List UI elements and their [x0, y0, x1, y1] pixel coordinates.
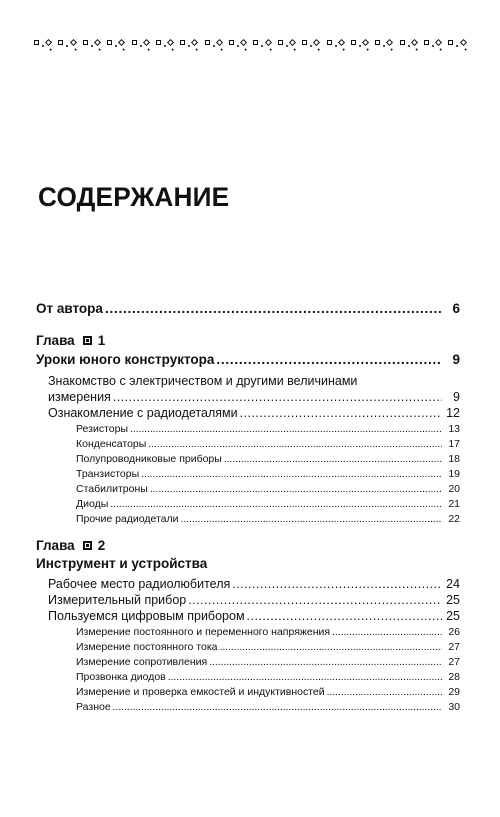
- ornament-glyph: [313, 38, 320, 45]
- dot-leader: [240, 406, 442, 420]
- toc-page-number: 18: [448, 453, 460, 465]
- toc-entry-misc[interactable]: [76, 701, 460, 713]
- ornament-glyph: [70, 38, 77, 45]
- chapter-1-heading: [36, 333, 105, 348]
- ornament-glyph: [180, 40, 185, 45]
- toc-entry-electricity-line2[interactable]: [48, 390, 460, 404]
- toc-page-number: 22: [448, 513, 460, 525]
- ornament-glyph: [34, 40, 39, 45]
- dot-leader: [141, 468, 442, 480]
- ornament-glyph: [216, 38, 223, 45]
- toc-page-number: 29: [448, 686, 460, 698]
- ornament-glyph: [302, 40, 307, 45]
- ornament-glyph: [229, 40, 234, 45]
- ornament-glyph: [156, 40, 161, 45]
- ornament-glyph: [143, 38, 150, 45]
- dot-leader: [220, 641, 443, 653]
- ornament-glyph: [240, 38, 247, 45]
- toc-entry-author[interactable]: [36, 301, 460, 316]
- ornament-glyph: [265, 38, 272, 45]
- dot-leader: [327, 686, 442, 698]
- toc-entry-label: Ознакомление с радиодеталями: [48, 406, 238, 420]
- toc-entry-label: Измерение постоянного и переменного напряжения: [76, 626, 331, 638]
- toc-entry-label: Стабилитроны: [76, 483, 148, 495]
- ornament-glyph: [94, 38, 101, 45]
- chapter-number: 1: [97, 333, 106, 348]
- toc-entry-label: Прочие радиодетали: [76, 513, 179, 525]
- dot-leader: [113, 701, 442, 713]
- toc-entry-label: Разное: [76, 701, 111, 713]
- toc-page-number: 20: [448, 483, 460, 495]
- ornament-glyph: [107, 40, 112, 45]
- toc-entry-transistors[interactable]: [76, 468, 460, 480]
- toc-entry-current-measurement[interactable]: [76, 641, 460, 653]
- toc-entry-label: Диоды: [76, 498, 109, 510]
- toc-entry-diodes[interactable]: [76, 498, 460, 510]
- chapter-number: 2: [97, 538, 106, 553]
- toc-entry-semiconductors[interactable]: [76, 453, 460, 465]
- ornament-glyph: [132, 40, 137, 45]
- toc-entry-capacitors[interactable]: [76, 438, 460, 450]
- ornament-glyph: [118, 38, 125, 45]
- toc-entry-diode-testing[interactable]: [76, 671, 460, 683]
- dot-leader: [168, 671, 442, 683]
- toc-entry-zener-diodes[interactable]: [76, 483, 460, 495]
- dot-leader: [148, 438, 442, 450]
- toc-page-number: 26: [448, 626, 460, 638]
- ornament-glyph: [338, 38, 345, 45]
- ornament-glyph: [327, 40, 332, 45]
- toc-page-number: 25: [446, 609, 460, 623]
- dot-leader: [209, 656, 442, 668]
- toc-page-number: 19: [448, 468, 460, 480]
- toc-entry-label: Измерение постоянного тока: [76, 641, 218, 653]
- toc-page-number: 27: [448, 656, 460, 668]
- toc-entry-label: Транзисторы: [76, 468, 140, 480]
- dot-leader: [188, 593, 442, 607]
- dot-leader: [332, 626, 442, 638]
- toc-entry-other-parts[interactable]: [76, 513, 460, 525]
- toc-page-number: 27: [448, 641, 460, 653]
- ornament-glyph: [362, 38, 369, 45]
- ornament-glyph: [460, 38, 467, 45]
- toc-page-number: 9: [453, 390, 460, 404]
- ornament-glyph: [45, 38, 52, 45]
- toc-entry-label: Знакомство с электричеством и другими величинами: [48, 374, 358, 388]
- toc-entry-label: Измерение и проверка емкостей и индуктивностей: [76, 686, 325, 698]
- toc-page-number: 9: [452, 352, 460, 367]
- toc-entry-label: измерения: [48, 390, 111, 404]
- ornament-glyph: [386, 38, 393, 45]
- toc-entry-chapter-1[interactable]: [36, 352, 460, 367]
- page-title: СОДЕРЖАНИЕ: [38, 182, 230, 212]
- ornament-glyph: [375, 40, 380, 45]
- ornament-glyph: [58, 40, 63, 45]
- toc-entry-label: Измерительный прибор: [48, 593, 187, 607]
- dot-leader: [247, 609, 442, 623]
- toc-entry-label: Измерение сопротивления: [76, 656, 208, 668]
- ornament-glyph: [253, 40, 258, 45]
- ornament-glyph: [435, 38, 442, 45]
- toc-entry-label: Конденсаторы: [76, 438, 147, 450]
- square-bullet-icon: [83, 541, 92, 550]
- toc-entry-digital-device[interactable]: [48, 609, 460, 623]
- toc-entry-label: Резисторы: [76, 423, 128, 435]
- ornament-glyph: [448, 40, 453, 45]
- toc-entry-label: Пользуемся цифровым прибором: [48, 609, 245, 623]
- toc-entry-workplace[interactable]: [48, 577, 460, 591]
- toc-page-number: 30: [448, 701, 460, 713]
- toc-entry-label: Рабочее место радиолюбителя: [48, 577, 231, 591]
- dot-leader: [150, 483, 442, 495]
- toc-entry-label: Прозвонка диодов: [76, 671, 166, 683]
- dot-leader: [232, 577, 442, 591]
- toc-entry-measuring-device[interactable]: [48, 593, 460, 607]
- ornament-glyph: [351, 40, 356, 45]
- toc-entry-resistors[interactable]: [76, 423, 460, 435]
- dot-leader: [181, 513, 442, 525]
- chapter-2-heading: [36, 538, 105, 553]
- toc-entry-capacitance-inductance[interactable]: [76, 686, 460, 698]
- toc-page-number: 24: [446, 577, 460, 591]
- toc-entry-radio-parts[interactable]: [48, 406, 460, 420]
- ornament-glyph: [289, 38, 296, 45]
- ornament-glyph: [411, 38, 418, 45]
- dot-leader: [113, 390, 442, 404]
- square-bullet-icon: [83, 336, 92, 345]
- ornament-glyph: [278, 40, 283, 45]
- toc-page-number: 21: [448, 498, 460, 510]
- ornament-glyph: [400, 40, 405, 45]
- ornament-glyph: [167, 38, 174, 45]
- toc-entry-label: Уроки юного конструктора: [36, 352, 215, 367]
- toc-entry-resistance-measurement[interactable]: [76, 656, 460, 668]
- toc-entry-voltage-measurement[interactable]: [76, 626, 460, 638]
- toc-page-number: 17: [448, 438, 460, 450]
- ornament-glyph: [191, 38, 198, 45]
- toc-page-number: 12: [446, 406, 460, 420]
- ornament-glyph: [205, 40, 210, 45]
- toc-entry-electricity-line1[interactable]: [48, 374, 460, 388]
- chapter-label: Глава: [36, 538, 75, 553]
- ornament-glyph: [83, 40, 88, 45]
- dot-leader: [130, 423, 442, 435]
- dot-leader: [216, 352, 442, 367]
- top-ornament-border: [34, 37, 466, 47]
- toc-entry-label: Полупроводниковые приборы: [76, 453, 222, 465]
- dot-leader: [105, 301, 442, 316]
- dot-leader: [224, 453, 442, 465]
- toc-page-number: 28: [448, 671, 460, 683]
- dot-leader: [110, 498, 442, 510]
- toc-entry-chapter-2[interactable]: Инструмент и устройства: [36, 556, 208, 571]
- ornament-glyph: [424, 40, 429, 45]
- toc-page-number: 25: [446, 593, 460, 607]
- chapter-label: Глава: [36, 333, 75, 348]
- toc-page-number: 6: [452, 301, 460, 316]
- toc-entry-label: От автора: [36, 301, 103, 316]
- toc-page-number: 13: [448, 423, 460, 435]
